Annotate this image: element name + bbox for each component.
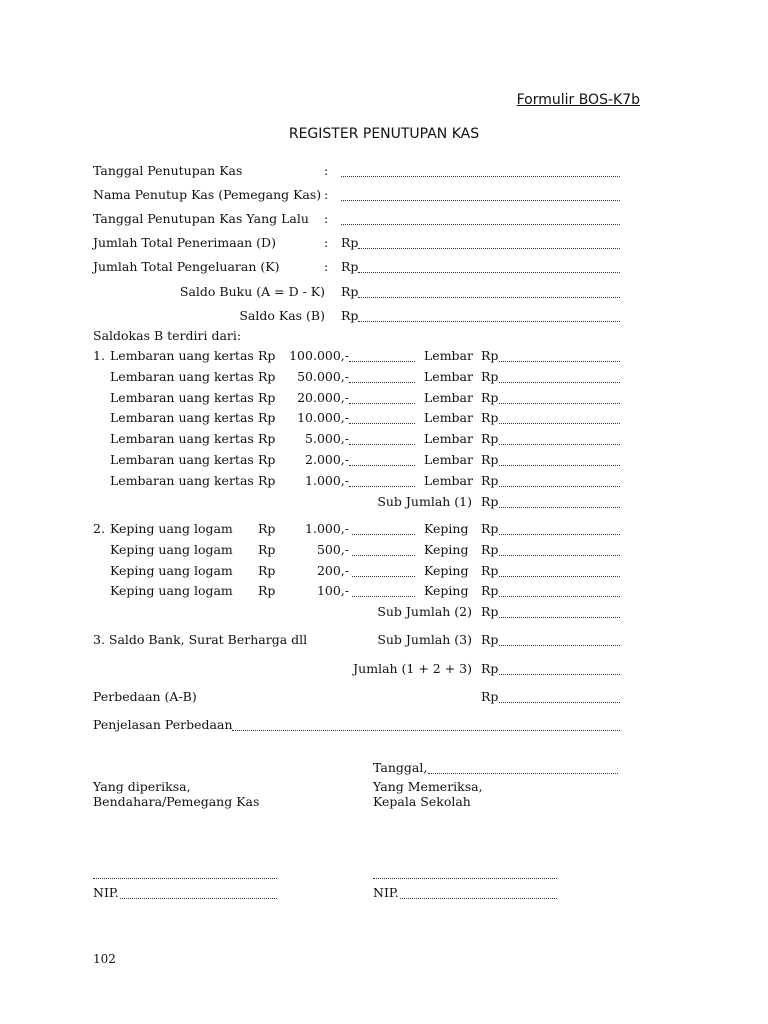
fill-line xyxy=(120,898,277,899)
fill-line xyxy=(341,224,620,225)
fill-line xyxy=(499,617,620,618)
currency-prefix: Rp xyxy=(481,541,499,557)
fill-line xyxy=(499,403,620,404)
fill-line xyxy=(499,486,620,487)
subtotal-3-label: Sub Jumlah (3) xyxy=(377,632,472,647)
fill-line xyxy=(499,702,620,703)
fill-line xyxy=(349,361,415,362)
fill-line xyxy=(349,465,415,466)
denomination-label: Keping uang logam xyxy=(110,521,233,536)
fill-line xyxy=(499,465,620,466)
fill-line xyxy=(352,534,415,535)
currency-prefix: Rp xyxy=(258,389,276,405)
currency-prefix: Rp xyxy=(481,368,499,384)
fill-line xyxy=(349,382,415,383)
left-sign-line2: Bendahara/Pemegang Kas xyxy=(93,794,260,809)
fill-line xyxy=(358,297,620,298)
explanation-label: Penjelasan Perbedaan xyxy=(93,717,233,732)
unit-label: Lembar xyxy=(424,431,473,447)
unit-label: Keping xyxy=(424,562,469,578)
denomination-amount: 20.000,- xyxy=(297,389,349,405)
currency-prefix: Rp xyxy=(258,431,276,447)
currency-prefix: Rp xyxy=(341,259,359,274)
fill-line xyxy=(341,200,620,201)
field-label: Jumlah Total Penerimaan (D) xyxy=(93,235,276,250)
currency-prefix: Rp xyxy=(481,389,499,405)
currency-prefix: Rp xyxy=(481,452,499,467)
currency-prefix: Rp xyxy=(481,494,499,509)
right-sign-line1: Yang Memeriksa, xyxy=(373,779,483,794)
fill-line xyxy=(428,773,618,774)
right-nip-label: NIP. xyxy=(373,885,399,900)
page-number: 102 xyxy=(93,952,116,966)
field-separator: : xyxy=(324,211,329,226)
field-separator: : xyxy=(324,235,329,250)
currency-prefix: Rp xyxy=(481,632,499,647)
denomination-label: Lembaran uang kertas xyxy=(110,389,254,405)
fill-line xyxy=(352,596,415,597)
unit-label: Lembar xyxy=(424,368,473,384)
currency-prefix: Rp xyxy=(341,308,359,323)
fill-line xyxy=(400,898,557,899)
currency-prefix: Rp xyxy=(481,583,499,599)
currency-prefix: Rp xyxy=(481,661,499,676)
fill-line xyxy=(232,730,620,731)
page-title: REGISTER PENUTUPAN KAS xyxy=(288,126,480,142)
unit-label: Keping xyxy=(424,583,469,599)
currency-prefix: Rp xyxy=(258,472,276,488)
fill-line xyxy=(499,423,620,424)
denomination-amount: 100,- xyxy=(316,583,349,599)
date-label: Tanggal, xyxy=(373,760,428,775)
signature-line xyxy=(373,878,557,879)
fill-line xyxy=(499,444,620,445)
left-sign-line1: Yang diperiksa, xyxy=(93,779,191,794)
field-label: Jumlah Total Pengeluaran (K) xyxy=(93,259,280,274)
denomination-label: Lembaran uang kertas xyxy=(110,410,254,426)
denomination-label: Keping uang logam xyxy=(110,541,233,557)
currency-prefix: Rp xyxy=(258,452,276,467)
fill-line xyxy=(349,486,415,487)
fill-line xyxy=(358,248,620,249)
unit-label: Keping xyxy=(424,521,469,536)
section-number: 1. xyxy=(93,348,105,363)
fill-line xyxy=(499,555,620,556)
fill-line xyxy=(352,576,415,577)
subtotal-1-label: Sub Jumlah (1) xyxy=(377,494,472,509)
denomination-amount: 10.000,- xyxy=(297,410,349,426)
currency-prefix: Rp xyxy=(481,521,499,536)
fill-line xyxy=(499,534,620,535)
currency-prefix: Rp xyxy=(481,562,499,578)
denomination-label: Lembaran uang kertas xyxy=(110,368,254,384)
currency-prefix: Rp xyxy=(258,368,276,384)
difference-label: Perbedaan (A-B) xyxy=(93,689,197,704)
unit-label: Lembar xyxy=(424,472,473,488)
unit-label: Lembar xyxy=(424,348,473,363)
total-label: Jumlah (1 + 2 + 3) xyxy=(353,661,472,676)
right-sign-line2: Kepala Sekolah xyxy=(373,794,471,809)
field-label: Nama Penutup Kas (Pemegang Kas) xyxy=(93,187,322,202)
left-nip-label: NIP. xyxy=(93,885,119,900)
unit-label: Keping xyxy=(424,541,469,557)
currency-prefix: Rp xyxy=(481,410,499,426)
denomination-label: Lembaran uang kertas xyxy=(110,348,254,363)
currency-prefix: Rp xyxy=(258,348,276,363)
denomination-label: Lembaran uang kertas xyxy=(110,431,254,447)
fill-line xyxy=(499,645,620,646)
currency-prefix: Rp xyxy=(258,583,276,599)
fill-line xyxy=(499,674,620,675)
denomination-amount: 1.000,- xyxy=(305,472,349,488)
field-separator: : xyxy=(324,187,329,202)
denomination-amount: 5.000,- xyxy=(305,431,349,447)
saldokas-intro: Saldokas B terdiri dari: xyxy=(93,328,242,343)
fill-line xyxy=(499,576,620,577)
denomination-amount: 200,- xyxy=(316,562,349,578)
denomination-amount: 1.000,- xyxy=(305,521,349,536)
fill-line xyxy=(499,382,620,383)
currency-prefix: Rp xyxy=(341,235,359,250)
field-separator: : xyxy=(324,259,329,274)
saldo-buku-label: Saldo Buku (A = D - K) xyxy=(179,284,325,299)
fill-line xyxy=(499,596,620,597)
fill-line xyxy=(352,555,415,556)
denomination-amount: 2.000,- xyxy=(305,452,349,467)
section-number: 2. xyxy=(93,521,105,536)
fill-line xyxy=(341,176,620,177)
unit-label: Lembar xyxy=(424,410,473,426)
field-label: Tanggal Penutupan Kas Yang Lalu xyxy=(93,211,309,226)
denomination-amount: 500,- xyxy=(316,541,349,557)
fill-line xyxy=(499,507,620,508)
denomination-label: Keping uang logam xyxy=(110,583,233,599)
fill-line xyxy=(349,403,415,404)
fill-line xyxy=(349,444,415,445)
currency-prefix: Rp xyxy=(481,472,499,488)
fill-line xyxy=(358,272,620,273)
field-separator: : xyxy=(324,163,329,178)
denomination-amount: 50.000,- xyxy=(297,368,349,384)
denomination-label: Keping uang logam xyxy=(110,562,233,578)
subtotal-2-label: Sub Jumlah (2) xyxy=(377,604,472,619)
denomination-label: Lembaran uang kertas xyxy=(110,452,254,467)
currency-prefix: Rp xyxy=(481,604,499,619)
fill-line xyxy=(349,423,415,424)
denomination-label: Lembaran uang kertas xyxy=(110,472,254,488)
signature-line xyxy=(93,878,277,879)
currency-prefix: Rp xyxy=(481,348,499,363)
currency-prefix: Rp xyxy=(341,284,359,299)
fill-line xyxy=(499,361,620,362)
currency-prefix: Rp xyxy=(258,521,276,536)
currency-prefix: Rp xyxy=(258,541,276,557)
unit-label: Lembar xyxy=(424,389,473,405)
currency-prefix: Rp xyxy=(258,562,276,578)
currency-prefix: Rp xyxy=(481,431,499,447)
section-3-label: 3. Saldo Bank, Surat Berharga dll xyxy=(93,632,308,647)
form-code: Formulir BOS-K7b xyxy=(516,92,640,108)
currency-prefix: Rp xyxy=(258,410,276,426)
currency-prefix: Rp xyxy=(481,689,499,704)
field-label: Tanggal Penutupan Kas xyxy=(93,163,243,178)
unit-label: Lembar xyxy=(424,452,473,467)
fill-line xyxy=(358,321,620,322)
saldo-kas-label: Saldo Kas (B) xyxy=(239,308,325,323)
denomination-amount: 100.000,- xyxy=(289,348,349,363)
